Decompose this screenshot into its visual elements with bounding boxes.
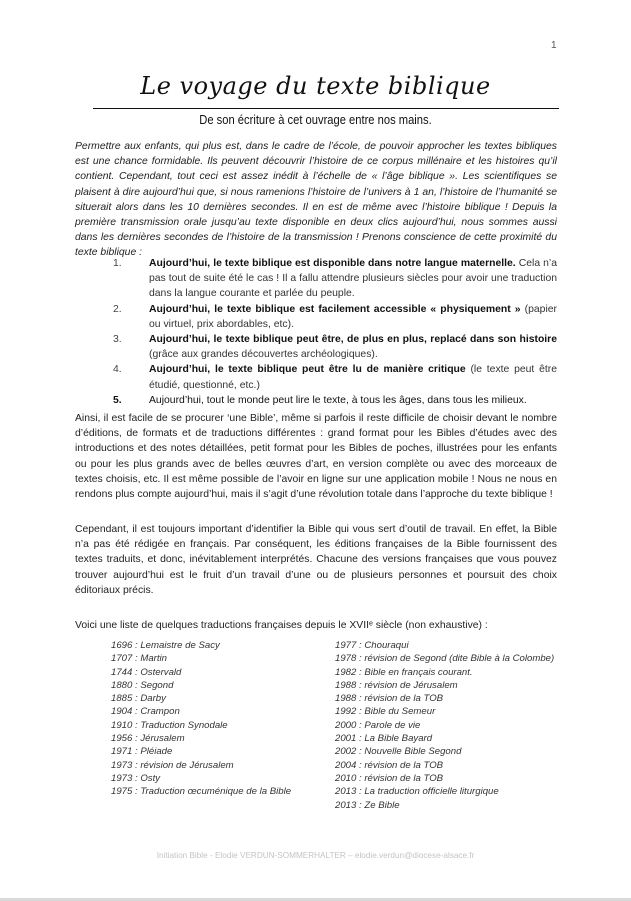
translation-item: 1975 : Traduction œcuménique de la Bible — [111, 786, 292, 798]
list-item-text: (grâce aux grandes découvertes archéologiques). — [149, 349, 378, 361]
translation-item: 1973 : Osty — [111, 772, 161, 784]
list-item-text: Cela n’a pas tout de suite été le cas ! Il a fallu attendre plusieurs siècles pour avoir une traduction dans la langue courante et parlée du peuple. — [149, 258, 557, 300]
list-item — [75, 362, 557, 392]
list-item-text: (le texte peut être étudié, questionné, etc.) — [149, 364, 557, 391]
list-number: 3. — [113, 334, 122, 346]
translation-item: 1910 : Traduction Synodale — [111, 719, 228, 731]
translation-item: 1988 : révision de Jérusalem — [335, 679, 458, 691]
translations-list — [111, 639, 561, 812]
translation-item: 1707 : Martin — [111, 653, 167, 665]
translation-item: 1977 : Chouraqui — [335, 640, 409, 651]
list-item — [75, 256, 557, 302]
page-title: Le voyage du texte biblique — [140, 72, 491, 100]
translation-item: 1880 : Segond — [111, 679, 174, 691]
translation-item: 2013 : Ze Bible — [335, 799, 400, 811]
list-item-text: (papier ou virtuel, prix abordables, etc). — [149, 303, 557, 330]
list-number: 2. — [113, 303, 122, 315]
translations-column-right — [335, 639, 559, 812]
list-item — [75, 332, 557, 362]
paragraph-editions: Ainsi, il est facile de se procurer ‘une Bible’, même si parfois il reste difficile de choisir devant le nombre d’éditions, de formats et de traductions différentes : grand format pour les Bibles d’études avec des introductions et des notes détaillées, petit format pour les Bibles de poches, illustrées pour les enfants ou pour les plus grands avec de belles œuvres d’art, en version complète ou avec des morceaux de textes choisis, etc. Il est même possible de l’avoir en ligne sur une application mobile ! Nous ne nous en rendons plus compte aujourd’hui, mais il s’agit d’une révolution totale dans l’approche du texte biblique ! — [75, 413, 557, 501]
translation-item: 1904 : Crampon — [111, 706, 180, 718]
list-item — [75, 393, 557, 408]
list-item-bold: Aujourd’hui, le texte biblique peut être lu de manière critique — [149, 364, 466, 376]
translation-item: 2004 : révision de la TOB — [335, 759, 444, 771]
list-item — [75, 302, 557, 332]
title-divider — [93, 108, 559, 109]
intro-paragraph: Permettre aux enfants, qui plus est, dans le cadre de l’école, de pouvoir approcher les textes bibliques est une chance formidable. Ils peuvent découvrir l’histoire de ce corpus millénaire et les histoires qu’il contient. Cependant, tout ceci est assez inédit à l’échelle de « l’âge biblique ». Les scientifiques se plaisent à dire aujourd’hui que, si nous ramenions l’histoire de l’univers à 1 an, l’histoire de l’humanité se situerait alors dans les 10 dernières secondes. Il en est de même avec l’histoire biblique ! Depuis la première transmission orale jusqu’au texte disponible en deux clics aujourd’hui, nous sommes aussi dans les dernières secondes de l’histoire de la transmission ! Prenons conscience de cette proximité du texte biblique : — [75, 141, 557, 259]
list-number: 4. — [113, 364, 122, 376]
translation-item: 1992 : Bible du Semeur — [335, 706, 436, 718]
list-item-text: Aujourd’hui, tout le monde peut lire le texte, à tous les âges, dans tous les milieux. — [149, 394, 527, 406]
translation-item: 1973 : révision de Jérusalem — [111, 759, 234, 771]
translation-item: 2013 : La traduction officielle liturgique — [335, 786, 499, 798]
translation-item: 1988 : révision de la TOB — [335, 693, 444, 705]
page-number: 1 — [551, 40, 557, 51]
list-item-bold: Aujourd’hui, le texte biblique est facilement accessible « physiquement » — [149, 303, 521, 315]
translation-item: 2010 : révision de la TOB — [335, 772, 444, 784]
translation-item: 1744 : Ostervald — [111, 666, 182, 678]
translation-item: 1971 : Pléiade — [111, 746, 173, 758]
paragraph-list-intro: Voici une liste de quelques traductions françaises depuis le XVIIᵉ siècle (non exhaustive) : — [75, 620, 488, 631]
page-subtitle: De son écriture à cet ouvrage entre nos mains. — [199, 112, 432, 127]
translation-item: 1696 : Lemaistre de Sacy — [111, 640, 220, 651]
translation-item: 2001 : La Bible Bayard — [335, 733, 433, 745]
list-item-bold: Aujourd’hui, le texte biblique peut être, de plus en plus, replacé dans son histoire — [149, 334, 557, 346]
translation-item: 1978 : révision de Segond (dite Bible à la Colombe) — [335, 653, 555, 665]
translation-item: 2002 : Nouvelle Bible Segond — [335, 746, 462, 758]
list-number: 5. — [113, 394, 122, 406]
translation-item: 1885 : Darby — [111, 693, 166, 705]
translation-item: 1982 : Bible en français courant. — [335, 666, 473, 678]
paragraph-translations-importance: Cependant, il est toujours important d’identifier la Bible qui vous sert d’outil de travail. En effet, la Bible n’a pas été rédigée en français. Par conséquent, les éditions françaises de la Bible fournissent des textes traduits, et donc, inévitablement interprétés. Chacune des versions françaises que vous pouvez trouver aujourd’hui est le fruit d’un travail d’une ou de plusieurs personnes et poursuit des choix éditoriaux précis. — [75, 524, 557, 596]
translation-item: 2000 : Parole de vie — [335, 719, 421, 731]
translations-column-left — [111, 639, 335, 812]
proximity-list — [75, 256, 557, 408]
page-footer: Initiation Bible - Elodie VERDUN-SOMMERHALTER – elodie.verdun@diocese-alsace.fr — [156, 851, 475, 860]
translation-item: 1956 : Jérusalem — [111, 733, 185, 745]
list-item-bold: Aujourd’hui, le texte biblique est disponible dans notre langue maternelle. — [149, 258, 516, 269]
list-number: 1. — [113, 258, 122, 269]
